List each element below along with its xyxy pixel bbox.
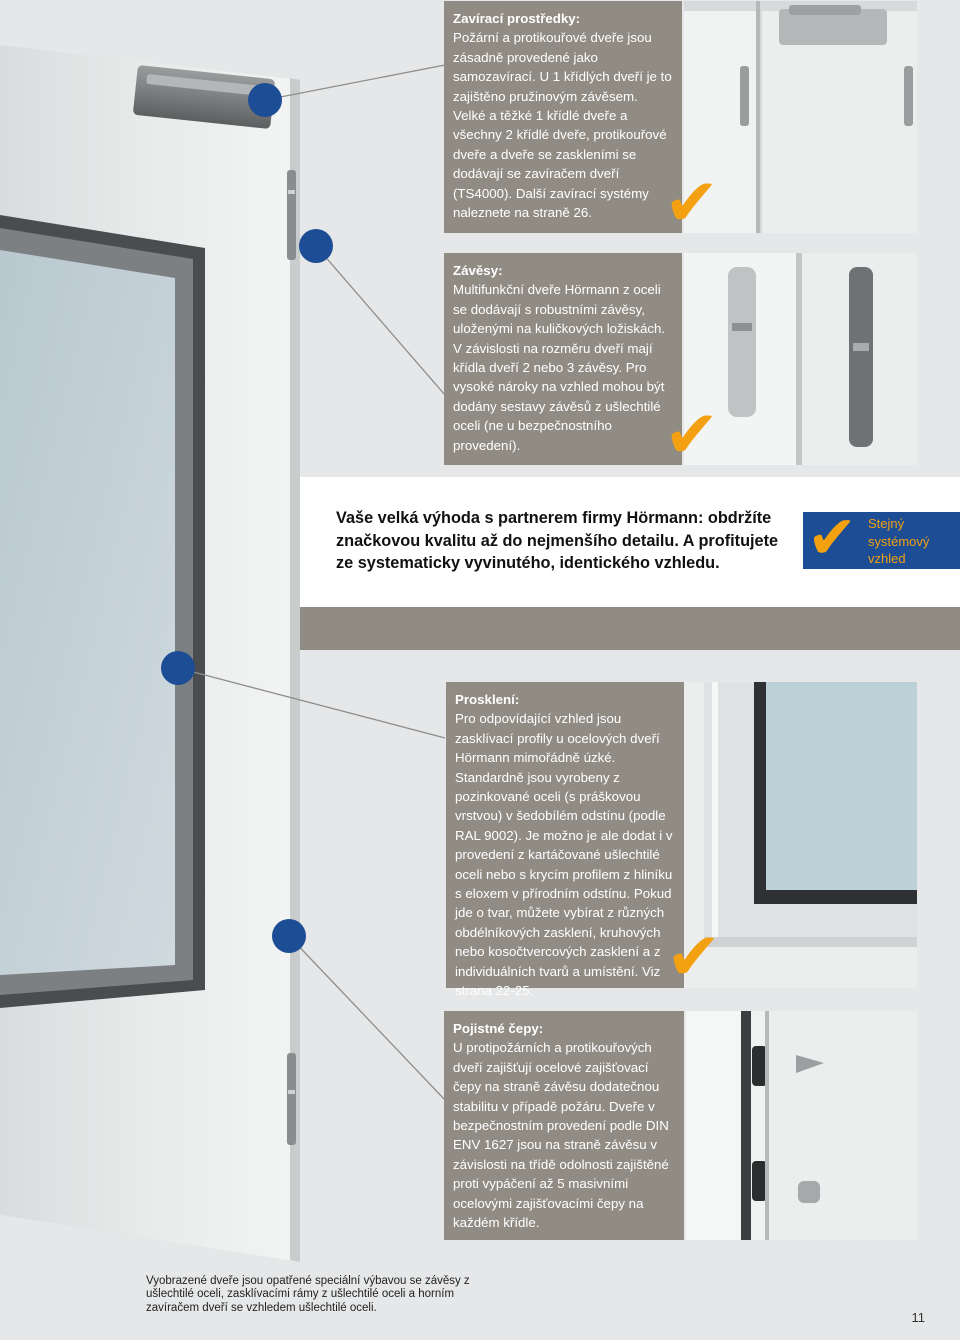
badge-label: Stejný systémový vzhled	[868, 516, 930, 566]
callout-marker-closer	[248, 83, 282, 117]
closer-title: Zavírací prostředky:	[453, 11, 581, 26]
page-number: 11	[911, 1310, 925, 1325]
callout-marker-glazing	[161, 651, 195, 685]
hinges-text: Multifunkční dveře Hörmann z oceli se dodávají s robustními závěsy, uloženými na kuličkových ložiskách. V závislosti na rozměru dveří mají křídla dveří 2 nebo 3 závěsy. Pro vysoké nároky na vzhled mohou být dodány sestavy závěsů z ušlechtilé oceli (ne u bezpečnostního provedení).	[453, 282, 666, 453]
hinges-title: Závěsy:	[453, 263, 503, 278]
callout-marker-pins	[272, 919, 306, 953]
glazing-title: Prosklení:	[455, 692, 520, 707]
pins-title: Pojistné čepy:	[453, 1021, 544, 1036]
image-caption: Vyobrazené dveře jsou opatřené speciální výbavou se závěsy z ušlechtilé oceli, zasklívacími rámy z ušlechtilé oceli a horním zavíračem dveří se vzhledem ušlechtilé oceli.	[146, 1275, 470, 1314]
glazing-panel	[446, 682, 684, 999]
badge-check-icon: ✔	[807, 503, 858, 573]
glazing-check-icon: ✔	[666, 918, 722, 995]
hinges-check-icon: ✔	[664, 396, 720, 473]
closer-text: Požární a protikouřové dveře jsou zásadně provedené jako samozavírací. U 1 křídlých dveří je to zajištěno pružinovým závěsem. Velké a těžké 1 křídlé dveře a všechny 2 křídlé dveře, protikouřové dveře a dveře se zaskleními se dodávají se zavíračem dveří (TS4000). Další zavírací systémy naleznete na straně 26.	[453, 30, 672, 221]
uniform-look-badge	[803, 503, 960, 573]
hinges-panel	[444, 253, 682, 465]
callout-marker-hinges	[299, 229, 333, 263]
glazing-text: Pro odpovídající vzhled jsou zasklívací profily u ocelových dveří Hörmann mimořádně úzké. Standardně jsou vyrobeny z pozinkované oceli (s práškovou vrstvou) v šedobílém odstínu (podle RAL 9002). Je možno je ale dodat i v provedení z kartáčované ušlechtilé oceli nebo s krycím profilem z hliníku s eloxem v přírodním odstínu. Pokud jde o tvar, můžete vybírat z různých obdélníkových zasklení, kruhových nebo kosočtvercových zasklení a z individuálních tvarů a umístění. Viz strana 22-25.	[455, 711, 673, 999]
closer-panel	[444, 1, 682, 233]
pins-text: U protipožárních a protikouřových dveří zajišťují ocelové zajišťovací čepy na straně závěsu dodatečnou stabilitu v případě požáru. Dveře v bezpečnostním provedení podle DIN ENV 1627 jsou na straně závěsu v závislosti na třídě odolnosti zajištěné proti vypáčení až 5 masivními ocelovými zajišťovacími čepy na každém křídle.	[453, 1040, 669, 1231]
glass-pane	[0, 250, 175, 975]
pins-detail-photo	[686, 1011, 917, 1240]
pins-panel	[444, 1011, 684, 1240]
hinge-bottom	[287, 1053, 296, 1145]
hinge-top	[287, 170, 296, 260]
closer-check-icon: ✔	[664, 164, 720, 241]
gray-strip	[300, 607, 960, 650]
banner-text: Vaše velká výhoda s partnerem firmy Hörmann: obdržíte značkovou kvalitu až do nejmenšího detailu. A profitujete ze systematicky vyvinutého, identického vzhledu.	[336, 509, 779, 572]
